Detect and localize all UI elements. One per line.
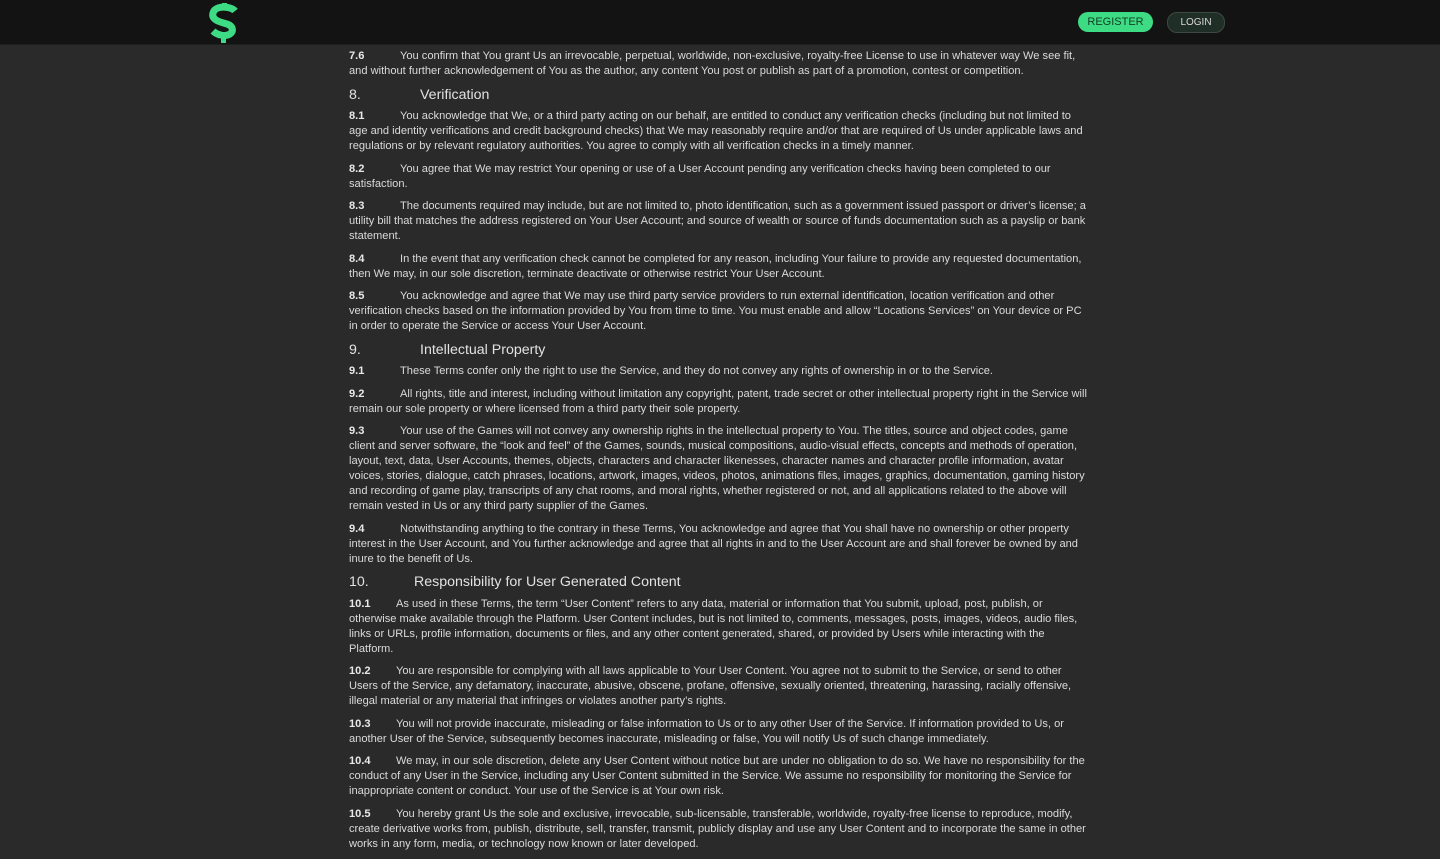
clause-text: You acknowledge and agree that We may use third party service providers to run external identification, location verification and other verification checks based on the information provided by You from time to time. You must enable and allow “Locations Services” on Your device or PC in order to operate the Service or access Your User Account.	[349, 290, 1082, 332]
clause-number: 10.5	[349, 807, 371, 820]
section-number: 8.	[349, 86, 361, 103]
section-number: 9.	[349, 341, 361, 358]
clause-number: 10.4	[349, 755, 371, 767]
clause-number: 8.3	[349, 200, 365, 212]
register-button[interactable]: REGISTER	[1078, 12, 1153, 32]
clause-text: You are responsible for complying with all laws applicable to Your User Content. You agree not to submit to the Service, or send to other Users of the Service, any defamatory, inaccurate, abusive, obscene, profane, offensive, sexually oriented, threatening, harassing, racially offensive, illegal material or any material that infringes or violates another party’s rights.	[349, 665, 1072, 707]
clause-paragraph	[349, 289, 1092, 334]
clause-number: 8.5	[349, 290, 365, 302]
section-title: Intellectual Property	[420, 341, 546, 358]
s-logo-icon[interactable]	[205, 2, 243, 44]
clause-number: 7.6	[349, 50, 365, 62]
section-title: Verification	[420, 86, 490, 103]
terms-content	[349, 49, 1092, 859]
clause-paragraph	[349, 664, 1092, 709]
clause-number: 9.2	[349, 387, 365, 400]
clause-paragraph	[349, 522, 1092, 567]
section-heading	[349, 342, 1092, 359]
clause-paragraph	[349, 424, 1092, 514]
clause-text: We may, in our sole discretion, delete any User Content without notice but are under no obligation to do so. We have no responsibility for the conduct of any User in the Service, including any User Content submitted in the Service. We assume no responsibility for monitoring the Service for inappropriate content or conduct. Your use of the Service is at Your own risk.	[349, 755, 1085, 797]
clause-paragraph	[349, 364, 1092, 379]
clause-number: 8.1	[349, 110, 365, 122]
clause-text: Your use of the Games will not convey any ownership rights in the intellectual property to You. The titles, source and object codes, game client and server software, the “look and feel” of the Games, sounds, musical compositions, audio-visual effects, concepts and methods of operation, layout, text, data, User Accounts, themes, objects, characters and character likenesses, character names and character profile information, avatar voices, stories, dialogue, catch phrases, locations, artwork, images, videos, photos, animations files, images, graphics, documentation, gaming history and recording of game play, transcripts of any chat rooms, and moral rights, whether registered or not, and all applications related to the above will remain vested in Us or any third party supplier of the Games.	[349, 425, 1085, 512]
clause-text: In the event that any verification check cannot be completed for any reason, including Your failure to provide any requested documentation, then We may, in our sole discretion, terminate deactivate or otherwise restrict Your User Account.	[349, 252, 1082, 280]
clause-paragraph	[349, 109, 1092, 154]
clause-text: You agree that We may restrict Your opening or use of a User Account pending any verification checks having been completed to our satisfaction.	[349, 162, 1051, 190]
clause-text: The documents required may include, but are not limited to, photo identification, such as a government issued passport or driver’s license; a utility bill that matches the address registered on Your User Account; and source of wealth or source of funds documentation such as a payslip or bank statement.	[349, 200, 1086, 242]
clause-paragraph	[349, 162, 1092, 192]
clause-text: As used in these Terms, the term “User Content” refers to any data, material or information that You submit, upload, post, publish, or otherwise make available through the Platform. User Content includes, but is not limited to, comments, messages, posts, images, videos, audio files, links or URLs, profile information, documents or files, and any other content generated, shared, or provided by Users while interacting with the Platform.	[349, 597, 1078, 655]
clause-paragraph	[349, 597, 1092, 657]
clause-number: 10.1	[349, 597, 371, 610]
clause-paragraph	[349, 387, 1092, 417]
clause-number: 9.3	[349, 425, 365, 437]
section-number: 10.	[349, 574, 369, 590]
clause-number: 9.4	[349, 522, 365, 535]
clause-number: 8.2	[349, 162, 365, 175]
section-title: Responsibility for User Generated Content	[414, 574, 681, 590]
clause-text: You will not provide inaccurate, misleading or false information to Us or to any other User of the Service. If information provided to Us, or another User of the Service, subsequently becomes inaccurate, misleading or false, You will notify Us of such change immediately.	[349, 717, 1065, 745]
section-heading	[349, 87, 1092, 104]
top-navigation-bar	[0, 0, 1440, 45]
clause-text: All rights, title and interest, including without limitation any copyright, patent, trade secret or other intellectual property right in the Service will remain our sole property or where licensed from a third party their sole property.	[349, 387, 1087, 415]
clause-text: Notwithstanding anything to the contrary in these Terms, You acknowledge and agree that You shall have no ownership or other property interest in the User Account, and You further acknowledge and agree that all rights in and to the User Account are and shall forever be owned by and inure to the benefit of Us.	[349, 522, 1078, 565]
clause-number: 8.4	[349, 252, 365, 265]
clause-text: You acknowledge that We, or a third party acting on our behalf, are entitled to conduct any verification checks (including but not limited to age and identity verifications and credit background checks) that We may reasonably require and/or that are required of Us under applicable laws and regulations or by relevant regulatory authorities. You agree to comply with all verification checks in a timely manner.	[349, 110, 1083, 152]
clause-paragraph	[349, 49, 1092, 79]
login-button[interactable]: LOGIN	[1167, 12, 1225, 33]
clause-paragraph	[349, 754, 1092, 799]
section-heading	[349, 574, 1092, 591]
clause-number: 10.3	[349, 717, 371, 730]
clause-paragraph	[349, 807, 1092, 852]
clause-number: 10.2	[349, 665, 371, 677]
clause-text: You confirm that You grant Us an irrevocable, perpetual, worldwide, non-exclusive, royalty-free License to use in whatever way We see fit, and without further acknowledgement of You as the author, any content You post or publish as part of a promotion, contest or competition.	[349, 50, 1076, 77]
clause-text: You hereby grant Us the sole and exclusive, irrevocable, sub-licensable, transferable, worldwide, royalty-free license to reproduce, modify, create derivative works from, publish, distribute, sell, transfer, transmit, publicly display and use any User Content and to incorporate the same in other works in any form, media, or technology now known or later developed.	[349, 807, 1086, 850]
clause-number: 9.1	[349, 365, 365, 377]
clause-paragraph	[349, 717, 1092, 747]
clause-paragraph	[349, 199, 1092, 244]
clause-text: These Terms confer only the right to use the Service, and they do not convey any rights of ownership in or to the Service.	[400, 365, 994, 377]
clause-paragraph	[349, 252, 1092, 282]
